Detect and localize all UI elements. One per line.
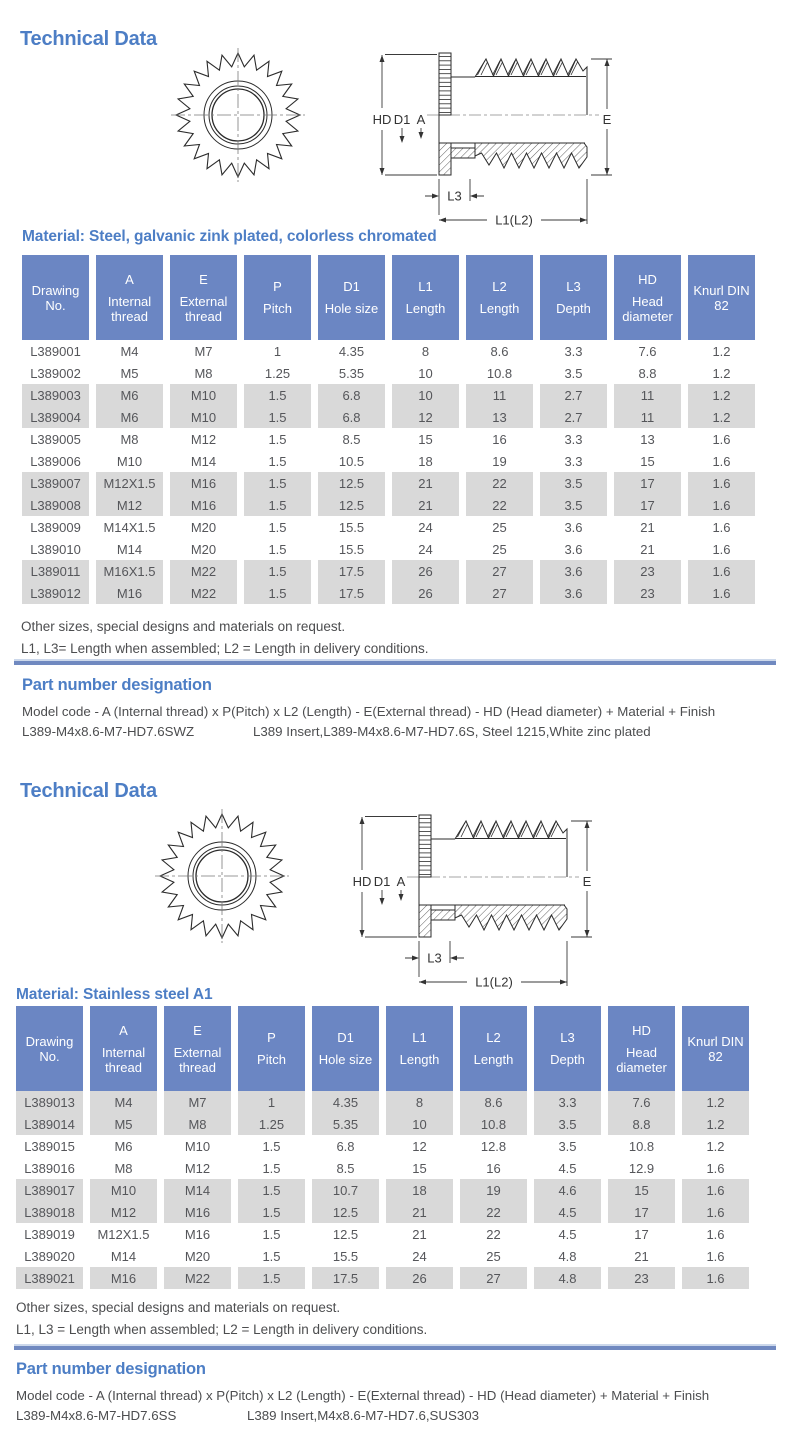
cell: M8	[96, 428, 163, 450]
cell: 4.5	[534, 1157, 601, 1179]
cell: 15.5	[318, 516, 385, 538]
cell: 23	[614, 560, 681, 582]
material-heading: Material: Steel, galvanic zink plated, colorless chromated	[22, 228, 437, 245]
cell: 21	[614, 516, 681, 538]
cell: 17	[614, 472, 681, 494]
cell: L389019	[16, 1223, 83, 1245]
cell: 13	[466, 406, 533, 428]
cell: 10	[392, 384, 459, 406]
column-header: Knurl DIN 82	[682, 1006, 749, 1091]
cell: L389012	[22, 582, 89, 604]
column-header: L2 Length	[460, 1006, 527, 1091]
cell: M20	[170, 538, 237, 560]
cell: 11	[614, 384, 681, 406]
cell: 25	[466, 538, 533, 560]
cell: 26	[392, 560, 459, 582]
pnd-example	[16, 1406, 709, 1426]
cell: 5.35	[318, 362, 385, 384]
pnd-example-code: L389-M4x8.6-M7-HD7.6SWZ	[22, 724, 195, 739]
cell: 8.8	[614, 362, 681, 384]
cell: 10.8	[466, 362, 533, 384]
cell: 3.6	[540, 560, 607, 582]
cell: 1.25	[238, 1113, 305, 1135]
cell: 2.7	[540, 384, 607, 406]
column-header: L1 Length	[386, 1006, 453, 1091]
column-header: HD Head diameter	[608, 1006, 675, 1091]
cell: 15	[614, 450, 681, 472]
cell: 3.3	[540, 428, 607, 450]
cell: M7	[170, 340, 237, 362]
cell: 4.8	[534, 1245, 601, 1267]
cell: M12X1.5	[90, 1223, 157, 1245]
cell: 21	[614, 538, 681, 560]
cell: L389014	[16, 1113, 83, 1135]
cell: M16	[96, 582, 163, 604]
cell: 1.5	[244, 538, 311, 560]
spec-table-steel	[15, 255, 762, 604]
cell: 1.6	[682, 1157, 749, 1179]
cell: L389017	[16, 1179, 83, 1201]
cell: 12.8	[460, 1135, 527, 1157]
cell: 1	[244, 340, 311, 362]
cell: 19	[460, 1179, 527, 1201]
cell: 1.6	[682, 1179, 749, 1201]
cell: 22	[466, 494, 533, 516]
table-row	[22, 516, 755, 538]
table-row	[16, 1157, 749, 1179]
cell: M22	[170, 582, 237, 604]
cell: 1.5	[238, 1223, 305, 1245]
cell: M10	[170, 384, 237, 406]
note-line: L1, L3 = Length when assembled; L2 = Length in delivery conditions.	[16, 1321, 428, 1337]
cell: 24	[386, 1245, 453, 1267]
cell: 15	[392, 428, 459, 450]
cell: 1.2	[688, 406, 755, 428]
cell: 17.5	[318, 560, 385, 582]
cell: M12X1.5	[96, 472, 163, 494]
cell: M16	[170, 494, 237, 516]
cell: 15	[386, 1157, 453, 1179]
cell: 3.5	[540, 494, 607, 516]
cell: M10	[164, 1135, 231, 1157]
cell: L389018	[16, 1201, 83, 1223]
cell: 25	[466, 516, 533, 538]
cell: 1.6	[688, 538, 755, 560]
column-header: A Internal thread	[90, 1006, 157, 1091]
cell: 12	[386, 1135, 453, 1157]
cell: M20	[164, 1245, 231, 1267]
cell: 3.3	[540, 340, 607, 362]
cell: 8.8	[608, 1113, 675, 1135]
cell: 8	[392, 340, 459, 362]
table-notes	[21, 616, 429, 659]
material-heading: Material: Stainless steel A1	[16, 986, 213, 1003]
cell: L389005	[22, 428, 89, 450]
cell: 4.5	[534, 1223, 601, 1245]
cell: L389009	[22, 516, 89, 538]
section-divider	[14, 1344, 776, 1350]
table-row	[22, 560, 755, 582]
cell: 11	[614, 406, 681, 428]
cell: M6	[96, 406, 163, 428]
cell: 17	[608, 1201, 675, 1223]
cell: 1.6	[688, 494, 755, 516]
cell: M16	[90, 1267, 157, 1289]
column-header: L2 Length	[466, 255, 533, 340]
cell: 7.6	[614, 340, 681, 362]
cell: 8.5	[312, 1157, 379, 1179]
cell: M5	[96, 362, 163, 384]
cell: 1.6	[688, 560, 755, 582]
cell: 4.6	[534, 1179, 601, 1201]
cell: 5.35	[312, 1113, 379, 1135]
cell: 3.6	[540, 582, 607, 604]
cell: 1.5	[244, 472, 311, 494]
cell: M10	[90, 1179, 157, 1201]
cell: 1.5	[244, 450, 311, 472]
column-header: A Internal thread	[96, 255, 163, 340]
insert-side-section-view	[367, 45, 625, 235]
cell: 1.5	[244, 560, 311, 582]
cell: M4	[96, 340, 163, 362]
table-row	[16, 1245, 749, 1267]
note-line: Other sizes, special designs and materials on request.	[21, 619, 346, 634]
cell: M12	[164, 1157, 231, 1179]
table-row	[22, 494, 755, 516]
cell: M22	[170, 560, 237, 582]
column-header: E External thread	[170, 255, 237, 340]
cell: M12	[90, 1201, 157, 1223]
cell: 17.5	[312, 1267, 379, 1289]
pnd-heading: Part number designation	[16, 1360, 206, 1378]
note-line: L1, L3= Length when assembled; L2 = Length in delivery conditions.	[21, 640, 429, 656]
cell: 1.5	[238, 1135, 305, 1157]
cell: 1.5	[244, 406, 311, 428]
cell: 16	[466, 428, 533, 450]
cell: L389004	[22, 406, 89, 428]
section-title: Technical Data	[20, 780, 157, 802]
cell: M14	[96, 538, 163, 560]
header-row	[16, 1006, 749, 1091]
cell: 27	[466, 582, 533, 604]
column-header: Knurl DIN 82	[688, 255, 755, 340]
cell: 21	[392, 472, 459, 494]
cell: 22	[466, 472, 533, 494]
cell: M10	[170, 406, 237, 428]
cell: 3.5	[540, 362, 607, 384]
cell: 15.5	[312, 1245, 379, 1267]
cell: 15.5	[318, 538, 385, 560]
knurled-insert-front-view	[152, 806, 292, 946]
column-header: L3 Depth	[534, 1006, 601, 1091]
cell: L389002	[22, 362, 89, 384]
cell: 26	[386, 1267, 453, 1289]
cell: 17	[608, 1223, 675, 1245]
cell: 3.5	[534, 1113, 601, 1135]
cell: 4.5	[534, 1201, 601, 1223]
cell: L389003	[22, 384, 89, 406]
cell: 1.6	[688, 472, 755, 494]
cell: M6	[90, 1135, 157, 1157]
cell: 22	[460, 1223, 527, 1245]
cell: M5	[90, 1113, 157, 1135]
column-header: L1 Length	[392, 255, 459, 340]
cell: 4.35	[318, 340, 385, 362]
table-row	[16, 1201, 749, 1223]
cell: L389006	[22, 450, 89, 472]
table-row	[22, 406, 755, 428]
cell: 17.5	[318, 582, 385, 604]
cell: 3.6	[540, 538, 607, 560]
cell: M8	[170, 362, 237, 384]
header-row	[22, 255, 755, 340]
cell: M8	[164, 1113, 231, 1135]
cell: 10.8	[608, 1135, 675, 1157]
column-header: E External thread	[164, 1006, 231, 1091]
cell: M10	[96, 450, 163, 472]
cell: M12	[96, 494, 163, 516]
cell: 3.3	[540, 450, 607, 472]
table-row	[22, 582, 755, 604]
pnd-model-line: Model code - A (Internal thread) x P(Pitch) x L2 (Length) - E(External thread) - HD (Head diameter) + Material + Finish	[22, 704, 716, 719]
cell: 1.5	[238, 1179, 305, 1201]
cell: L389016	[16, 1157, 83, 1179]
cell: 4.35	[312, 1091, 379, 1113]
cell: 1.6	[688, 582, 755, 604]
cell: 10	[392, 362, 459, 384]
cell: 8.6	[466, 340, 533, 362]
cell: 1.6	[682, 1245, 749, 1267]
cell: L389015	[16, 1135, 83, 1157]
table-row	[16, 1179, 749, 1201]
cell: M16	[164, 1201, 231, 1223]
column-header: D1 Hole size	[312, 1006, 379, 1091]
knurled-insert-front-view	[168, 45, 308, 185]
cell: 18	[392, 450, 459, 472]
table-row	[16, 1113, 749, 1135]
table-row	[16, 1135, 749, 1157]
cell: 21	[608, 1245, 675, 1267]
cell: 10.8	[460, 1113, 527, 1135]
cell: 1.5	[238, 1245, 305, 1267]
cell: 6.8	[312, 1135, 379, 1157]
cell: 27	[466, 560, 533, 582]
cell: 7.6	[608, 1091, 675, 1113]
table-row	[16, 1267, 749, 1289]
cell: 10.7	[312, 1179, 379, 1201]
cell: 21	[386, 1201, 453, 1223]
cell: 1.5	[238, 1267, 305, 1289]
column-header: P Pitch	[244, 255, 311, 340]
cell: 4.8	[534, 1267, 601, 1289]
cell: L389011	[22, 560, 89, 582]
cell: M22	[164, 1267, 231, 1289]
cell: 3.5	[534, 1135, 601, 1157]
column-header: Drawing No.	[22, 255, 89, 340]
cell: L389008	[22, 494, 89, 516]
cell: 1.2	[688, 340, 755, 362]
table-notes	[16, 1297, 427, 1340]
cell: 1.5	[238, 1201, 305, 1223]
cell: 1.6	[682, 1201, 749, 1223]
cell: M20	[170, 516, 237, 538]
cell: 1.5	[238, 1157, 305, 1179]
cell: 12.5	[318, 494, 385, 516]
cell: 12	[392, 406, 459, 428]
cell: L389010	[22, 538, 89, 560]
column-header: Drawing No.	[16, 1006, 83, 1091]
cell: M14	[90, 1245, 157, 1267]
cell: 8	[386, 1091, 453, 1113]
table-row	[22, 538, 755, 560]
table-row	[16, 1091, 749, 1113]
cell: 24	[392, 538, 459, 560]
cell: 8.5	[318, 428, 385, 450]
cell: 23	[608, 1267, 675, 1289]
cell: 26	[392, 582, 459, 604]
insert-side-section-view	[347, 807, 605, 997]
cell: 19	[466, 450, 533, 472]
pnd-example-code: L389-M4x8.6-M7-HD7.6SS	[16, 1408, 177, 1423]
cell: 1.2	[682, 1135, 749, 1157]
cell: 8.6	[460, 1091, 527, 1113]
cell: 10	[386, 1113, 453, 1135]
cell: 12.5	[312, 1223, 379, 1245]
cell: 1.6	[682, 1223, 749, 1245]
part-number-designation	[22, 676, 715, 742]
cell: 15	[608, 1179, 675, 1201]
cell: 1.6	[682, 1267, 749, 1289]
table-row	[22, 362, 755, 384]
cell: 12.5	[318, 472, 385, 494]
cell: 1.2	[688, 362, 755, 384]
pnd-model-line: Model code - A (Internal thread) x P(Pitch) x L2 (Length) - E(External thread) - HD (Head diameter) + Material + Finish	[16, 1388, 710, 1403]
column-header: D1 Hole size	[318, 255, 385, 340]
cell: 16	[460, 1157, 527, 1179]
section-divider	[14, 659, 776, 665]
cell: 3.6	[540, 516, 607, 538]
cell: 1.5	[244, 384, 311, 406]
cell: L389020	[16, 1245, 83, 1267]
cell: 23	[614, 582, 681, 604]
pnd-example-desc: L389 Insert,L389-M4x8.6-M7-HD7.6S, Steel 1215,White zinc plated	[253, 724, 651, 739]
table-row	[16, 1223, 749, 1245]
cell: 3.3	[534, 1091, 601, 1113]
cell: 17	[614, 494, 681, 516]
cell: M4	[90, 1091, 157, 1113]
cell: M16X1.5	[96, 560, 163, 582]
cell: L389001	[22, 340, 89, 362]
cell: 1.2	[688, 384, 755, 406]
note-line: Other sizes, special designs and materials on request.	[16, 1300, 341, 1315]
cell: 24	[392, 516, 459, 538]
column-header: HD Head diameter	[614, 255, 681, 340]
cell: 6.8	[318, 384, 385, 406]
cell: 1.2	[682, 1091, 749, 1113]
table-row	[22, 450, 755, 472]
cell: M8	[90, 1157, 157, 1179]
cell: 12.9	[608, 1157, 675, 1179]
part-number-designation	[16, 1360, 709, 1426]
cell: M14	[164, 1179, 231, 1201]
cell: 10.5	[318, 450, 385, 472]
cell: 1.5	[244, 582, 311, 604]
cell: 21	[386, 1223, 453, 1245]
cell: M6	[96, 384, 163, 406]
table-row	[22, 384, 755, 406]
cell: 1.6	[688, 428, 755, 450]
cell: 12.5	[312, 1201, 379, 1223]
cell: 1.6	[688, 516, 755, 538]
cell: 1.25	[244, 362, 311, 384]
cell: 6.8	[318, 406, 385, 428]
cell: M16	[170, 472, 237, 494]
cell: L389013	[16, 1091, 83, 1113]
cell: 27	[460, 1267, 527, 1289]
table-row	[22, 340, 755, 362]
pnd-heading: Part number designation	[22, 676, 212, 694]
cell: L389021	[16, 1267, 83, 1289]
cell: 3.5	[540, 472, 607, 494]
cell: M7	[164, 1091, 231, 1113]
cell: M12	[170, 428, 237, 450]
cell: 18	[386, 1179, 453, 1201]
cell: 13	[614, 428, 681, 450]
cell: 11	[466, 384, 533, 406]
cell: M14X1.5	[96, 516, 163, 538]
column-header: L3 Depth	[540, 255, 607, 340]
table-row	[22, 472, 755, 494]
table-row	[22, 428, 755, 450]
cell: 1.5	[244, 516, 311, 538]
cell: 1.6	[688, 450, 755, 472]
cell: 21	[392, 494, 459, 516]
cell: 1.5	[244, 494, 311, 516]
cell: 1	[238, 1091, 305, 1113]
cell: M16	[164, 1223, 231, 1245]
cell: 22	[460, 1201, 527, 1223]
cell: 25	[460, 1245, 527, 1267]
pnd-example-desc: L389 Insert,M4x8.6-M7-HD7.6,SUS303	[247, 1408, 480, 1423]
spec-table-stainless	[9, 1006, 756, 1289]
cell: 2.7	[540, 406, 607, 428]
cell: 1.2	[682, 1113, 749, 1135]
section-title: Technical Data	[20, 28, 157, 50]
pnd-example	[22, 722, 715, 742]
cell: L389007	[22, 472, 89, 494]
cell: 1.5	[244, 428, 311, 450]
cell: M14	[170, 450, 237, 472]
column-header: P Pitch	[238, 1006, 305, 1091]
